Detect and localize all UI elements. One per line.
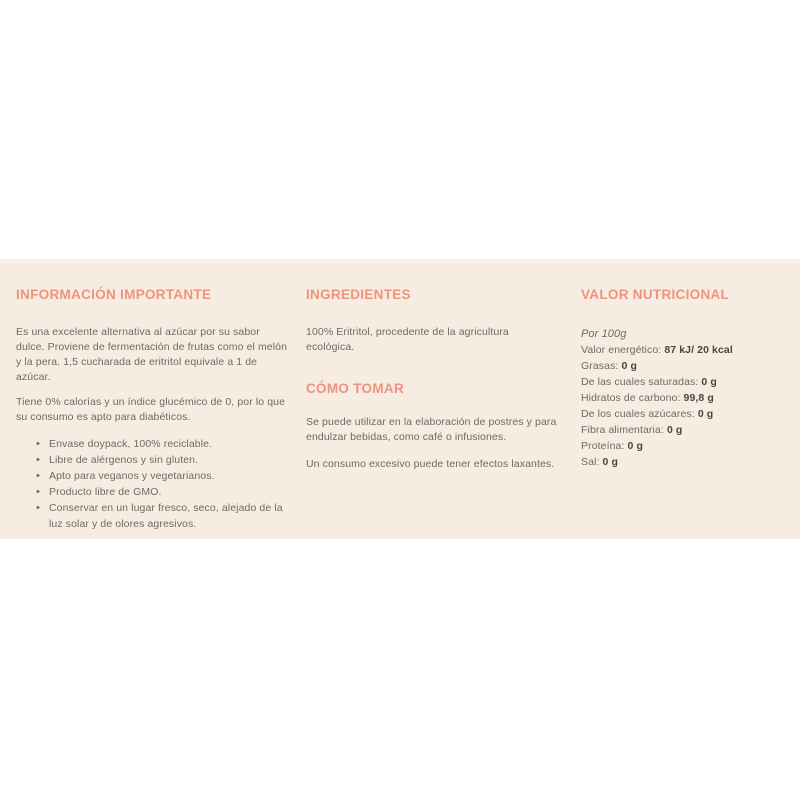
how-to-take-paragraph-1: Se puede utilizar en la elaboración de postres y para endulzar bebidas, como café o infusiones. [306, 416, 557, 443]
bullet-item-vegan: • Apto para veganos y vegetarianos. [36, 468, 288, 484]
nutrition-serving-size: Por 100g [581, 328, 627, 340]
nutrition-label: Fibra alimentaria: [581, 424, 664, 436]
important-info-bullet-list [16, 436, 288, 532]
nutrition-label: De los cuales azúcares: [581, 408, 695, 420]
nutrition-value: 0 g [627, 440, 644, 452]
nutrition-row-fiber [581, 422, 781, 438]
nutrition-value: 0 g [701, 376, 717, 388]
important-info-section [16, 286, 288, 532]
ingredients-section [306, 286, 558, 472]
ingredients-heading: INGREDIENTES [306, 287, 411, 302]
nutrition-value: 87 kJ/ 20 kcal [664, 344, 733, 356]
nutrition-row-protein [581, 438, 781, 454]
nutrition-row-fat [581, 358, 781, 374]
product-info-band [0, 259, 800, 539]
nutrition-value: 0 g [666, 424, 683, 436]
nutrition-value: 99,8 g [683, 392, 714, 404]
nutrition-row-carbohydrates [581, 390, 781, 406]
bullet-item-packaging: • Envase doypack, 100% reciclable. [36, 436, 288, 452]
nutrition-value: 0 g [697, 408, 714, 420]
ingredients-body: 100% Eritritol, procedente de la agricultura ecológica. [306, 326, 509, 353]
nutrition-value: 0 g [621, 360, 637, 372]
nutrition-heading: VALOR NUTRICIONAL [581, 287, 730, 302]
important-info-heading: INFORMACIÓN IMPORTANTE [16, 287, 212, 302]
how-to-take-paragraph-2: Un consumo excesivo puede tener efectos laxantes. [306, 458, 555, 470]
nutrition-label: Hidratos de carbono: [581, 392, 681, 404]
nutrition-row-energy [581, 342, 781, 358]
bullet-item-allergens: • Libre de alérgenos y sin gluten. [36, 452, 288, 468]
nutrition-row-salt [581, 454, 781, 470]
bullet-item-storage: • Conservar en un lugar fresco, seco, alejado de la luz solar y de olores agresivos. [36, 500, 288, 532]
product-info-columns [0, 259, 800, 532]
important-info-paragraph-1: Es una excelente alternativa al azúcar por su sabor dulce. Proviene de fermentación de frutas como el melón y la pera. 1,5 cucharada de eritritol equivale a 1 de azúcar. [16, 326, 288, 383]
nutrition-label: Grasas: [581, 360, 619, 372]
nutrition-section [581, 286, 781, 470]
nutrition-label: De las cuales saturadas: [581, 376, 699, 388]
nutrition-label: Sal: [581, 456, 600, 468]
nutrition-label: Valor energético: [581, 344, 662, 356]
nutrition-label: Proteína: [581, 440, 625, 452]
nutrition-row-saturated-fat [581, 374, 781, 390]
bullet-item-gmo: • Producto libre de GMO. [36, 484, 288, 500]
nutrition-value: 0 g [602, 456, 619, 468]
nutrition-row-sugars [581, 406, 781, 422]
how-to-take-heading: CÓMO TOMAR [306, 381, 404, 396]
important-info-paragraph-2: Tiene 0% calorías y un índice glucémico de 0, por lo que su consumo es apto para diabéticos. [16, 396, 286, 423]
